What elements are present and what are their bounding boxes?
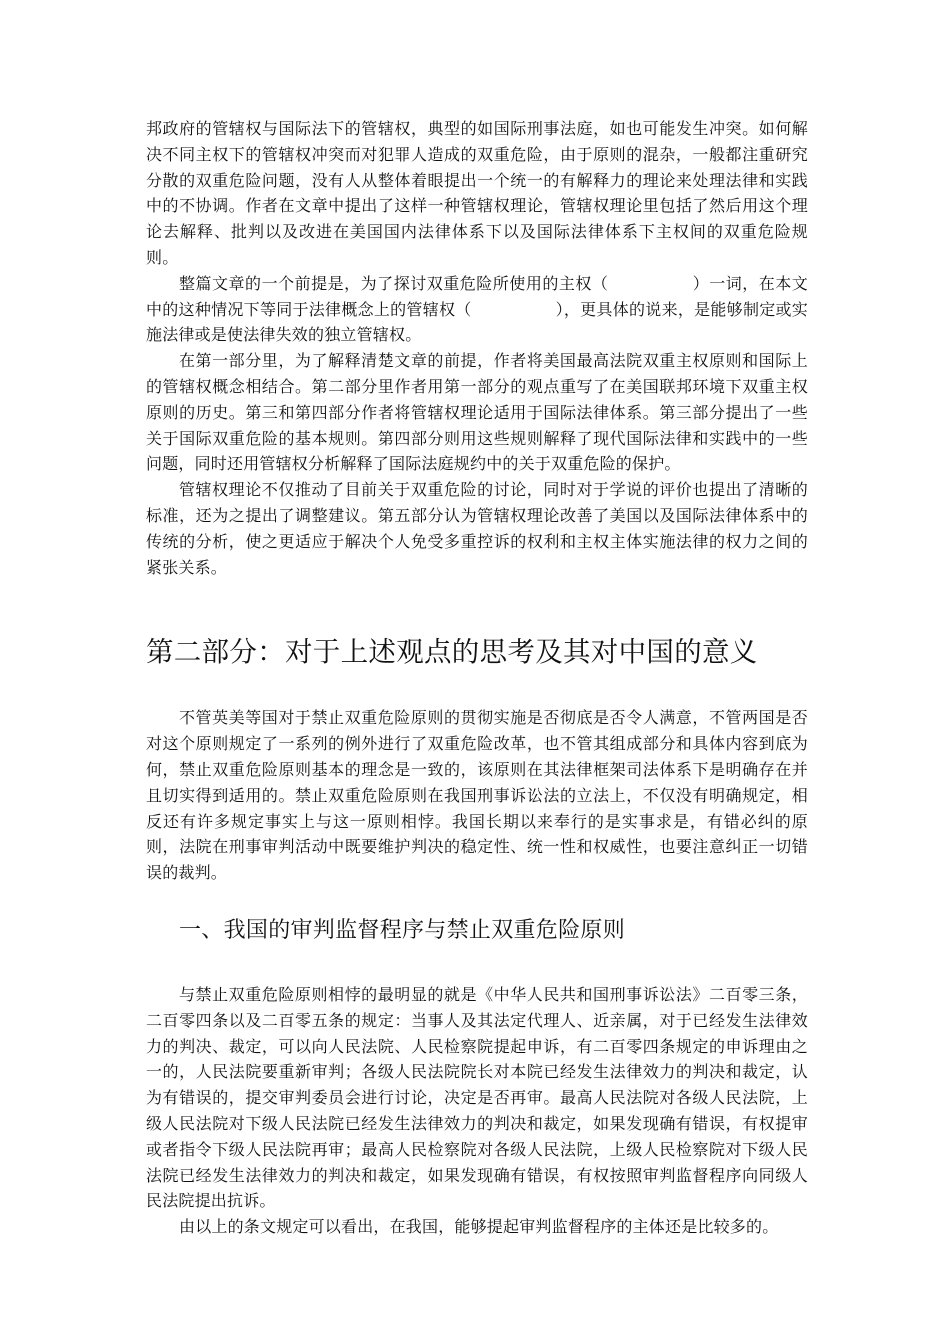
spacer [146,886,808,917]
spacer [146,945,808,982]
part-two-paragraph-1: 不管英美等国对于禁止双重危险原则的贯彻实施是否彻底是否令人满意，不管两国是否对这个原则规定了一系列的例外进行了双重危险改革，也不管其组成部分和具体内容到底为何，禁止双重危险原则基本的理念是一致的，该原则在其法律框架司法体系下是明确存在并且切实得到适用的。禁止双重危险原则在我国刑事诉讼法的立法上，不仅没有明确规定，相反还有许多规定事实上与这一原则相悖。我国长期以来奉行的是实事求是，有错必纠的原则，法院在刑事审判活动中既要维护判决的稳定性、统一性和权威性，也要注意纠正一切错误的裁判。 [146,708,808,883]
section-one-paragraph-2: 由以上的条文规定可以看出，在我国，能够提起审判监督程序的主体还是比较多的。 [179,1217,779,1237]
intro-paragraph-3: 在第一部分里，为了解释清楚文章的前提，作者将美国最高法院双重主权原则和国际上的管辖权概念相结合。第二部分里作者用第一部分的观点重写了在美国联邦环境下双重主权原则的历史。第三和第四部分作者将管辖权理论适用于国际法律体系。第三部分提出了一些关于国际双重危险的基本规则。第四部分则用这些规则解释了现代国际法律和实践中的一些问题，同时还用管辖权分析解释了国际法庭规约中的关于双重危险的保护。 [146,351,808,474]
intro-paragraph-2-part-1: 整篇文章的一个前提是，为了探讨双重危险所使用的主权（ [179,273,609,293]
section-one-paragraph-1: 与禁止双重危险原则相悖的最明显的就是《中华人民共和国刑事诉讼法》二百零三条，二百零四条以及二百零五条的规定：当事人及其法定代理人、近亲属，对于已经发生法律效力的判决、裁定，可以向人民法院、人民检察院提起申诉，有二百零四条规定的申诉理由之一的，人民法院要重新审判；各级人民法院院长对本院已经发生法律效力的判决和裁定，认为有错误的，提交审判委员会进行讨论，决定是否再审。最高人民法院对各级人民法院，上级人民法院对下级人民法院已经发生法律效力的判决和裁定，如果发现确有错误，有权提审或者指令下级人民法院再审；最高人民检察院对各级人民法院，上级人民检察院对下级人民法院已经发生法律效力的判决和裁定，如果发现确有错误，有权按照审判监督程序向同级人民法院提出抗诉。 [146,984,808,1211]
intro-paragraph-1: 邦政府的管辖权与国际法下的管辖权，典型的如国际刑事法庭，如也可能发生冲突。如何解决不同主权下的管辖权冲突而对犯罪人造成的双重危险，由于原则的混杂，一般都注重研究分散的双重危险问题，没有人从整体着眼提出一个统一的有解释力的理论来处理法律和实践中的不协调。作者在文章中提出了这样一种管辖权理论，管辖权理论里包括了然后用这个理论去解释、批判以及改进在美国国内法律体系下以及国际法律体系下主权间的双重危险规则。 [146,119,808,267]
intro-paragraph-2-part-2: ）一词，在本文中的这种情况下等同于法律概念上的管辖权（ [146,273,808,319]
intro-paragraph-4: 管辖权理论不仅推动了目前关于双重危险的讨论，同时对于学说的评价也提出了清晰的标准，还为之提出了调整建议。第五部分认为管辖权理论改善了美国以及国际法律体系中的传统的分析，使之更适应于解决个人免受多重控诉的权利和主权主体实施法律的权力之间的紧张关系。 [146,480,808,577]
spacer [146,580,808,635]
part-two-heading: 第二部分：对于上述观点的思考及其对中国的意义 [146,636,758,669]
intro-paragraph-2 [146,271,808,348]
document-page [146,116,808,1240]
section-one-heading: 一、我国的审判监督程序与禁止双重危险原则 [179,917,626,943]
intro-paragraph-2-part-3: ），更具体的说来，是能够制定或实施法律或是使法律失效的独立管辖权。 [146,299,808,345]
spacer [146,669,808,705]
